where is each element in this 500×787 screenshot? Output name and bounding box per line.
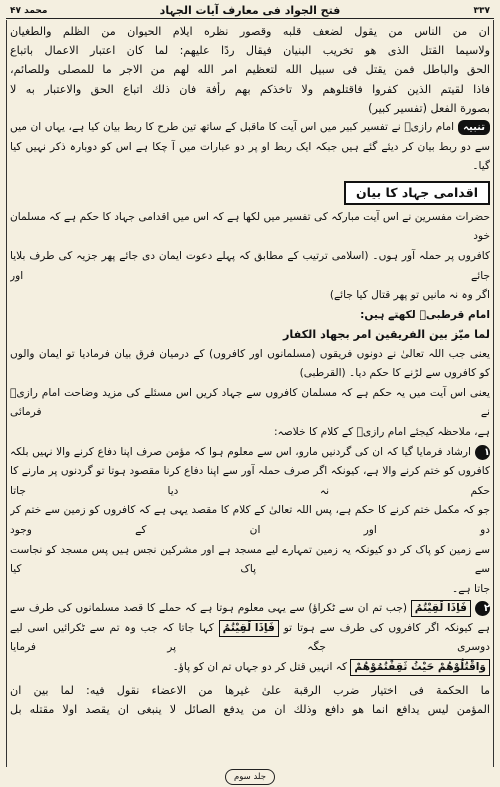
tanbeeh-text: امام رازیؒ نے تفسیر کبیر میں اس آیت کا ماقبل کے ساتھ تین طرح کا ربط بیان کیا ہے، یہاں ان میں xyxy=(10,121,455,134)
arabic-line: فاذا لقيتم الذين كفروا فاقتلوهم ولا تاخذكم بهم رأفة فان ذلك اتباع الحق والاعتبار به لا xyxy=(10,82,490,96)
urdu-line: جاتا ہے۔ xyxy=(452,582,490,595)
arabic-line: بصورة الفعل (تفسير كبير) xyxy=(368,101,490,115)
quran-phrase: فَاِذَا لَقِيْتُمُ xyxy=(219,620,279,637)
urdu-line xyxy=(10,599,490,619)
urdu-fragment: کہا جاتا کہ جب وہ تم سے ٹکرائیں اسی لیے دوسری جگہ پر فرمایا xyxy=(10,621,490,654)
page-number: ۳۳۷ xyxy=(473,6,490,16)
arabic-line: المؤمن ليس يدافع انما هو دافع وذلك ان من يدفع الصائل لا ينبغى ان يقصد اولا مقتله بل xyxy=(10,702,490,716)
urdu-line: اگر وہ نہ مانیں تو پھر قتال کیا جائے) xyxy=(329,289,490,302)
urdu-line: ہے، ملاحظہ کیجئے امام رازیؒ کے کلام کا خلاصہ: xyxy=(273,425,490,438)
tanbeeh-label: تنبیہ xyxy=(458,120,490,135)
urdu-line xyxy=(10,658,490,678)
urdu-line: کو کافروں سے لڑنے کا حکم دیا۔ (القرطبی) xyxy=(299,367,490,380)
quran-phrase: وَاقْتُلُوْهُمْ حَيْثُ ثَقِفْتُمُوْهُمْ xyxy=(350,659,490,676)
urdu-line: کافروں پر حملہ آور ہوں۔ (اسلامی ترتیب کے مطابق کہ پہلے دعوت ایمان دی جائے پھر جزیہ کی طرف بلایا جائے اور xyxy=(10,249,490,282)
urdu-line: سے دو ربط بیان کر دیئے گئے ہیں جبکہ ایک ربط او پر دو عبارات میں آ چکا ہے اس کو دوبارہ ذکر نہیں کیا گیا۔ xyxy=(10,140,490,173)
urdu-line: یعنی جب اللہ تعالیٰ نے دونوں فریقوں (مسلمانوں اور کافروں) کے درمیان فرق بیان فرمادیا تو ایمان والوں xyxy=(10,347,490,360)
urdu-fragment: کہ انہیں قتل کر دو جہاں تم ان کو پاؤ۔ xyxy=(172,661,348,674)
urdu-line xyxy=(10,619,490,658)
chapter-label: محمد ۴۷ xyxy=(10,6,48,16)
page-body xyxy=(10,22,490,765)
page-footer xyxy=(0,764,500,785)
urdu-line: یعنی اس آیت میں یہ حکم ہے کہ مسلمان کافروں سے جہاد کریں اس مسئلے کی مزید وضاحت امام رازیؒ نے فرمائی xyxy=(10,386,490,419)
urdu-line: کافروں کو ختم کرنے والا ہے، کیونکہ اگر صرف حملہ آور سے اپنا دفاع کرنا مقصود ہوتا تو گردنوں پر مارنے کا حکم نہ دیا جاتا xyxy=(10,465,490,497)
page-header xyxy=(6,4,494,19)
arabic-line: ولاسيما القتل الذى هو تخريب البنيان فيقال ردًا عليهم: لما كان اعتبار الاعمال باتباع xyxy=(10,44,490,58)
point-number-1: ۱ xyxy=(475,445,490,460)
urdu-fragment: ہے کیونکہ اگر کافروں کی طرف سے ہوتا تو xyxy=(283,621,490,634)
arabic-line: لما ميّز بين الفريقين امر بجهاد الكفار xyxy=(282,328,490,342)
section-heading-row xyxy=(10,177,490,208)
arabic-line: ان من الناس من يقول لضعف قلبه وقصور نظره ايلام الحيوان من الظلم والطغيان xyxy=(10,25,490,38)
urdu-line: امام قرطبیؒ لکھتے ہیں: xyxy=(360,308,490,321)
volume-label: جلد سوم xyxy=(225,769,275,785)
urdu-line xyxy=(10,118,490,138)
urdu-line: حضرات مفسرین نے اس آیت مبارکہ کی تفسیر میں لکھا ہے کہ اس میں اقدامی جہاد کا حکم ہے کہ مسلمان خود xyxy=(10,210,490,243)
urdu-line xyxy=(10,443,490,463)
urdu-line: جو کہ مکمل ختم کرنے کا حکم ہے، پس اللہ تعالیٰ کے کلام کا مقصد یہی ہے کہ کافروں کو زمین سے ختم کر دو اور ان کے وجود xyxy=(10,504,490,536)
quran-phrase: فَاِذَا لَقِيْتُمُ xyxy=(411,600,471,617)
point-2-text: (جب تم ان سے ٹکراؤ) سے یہی معلوم ہوتا ہے کہ حملے کا قصد مسلمانوں کی طرف سے xyxy=(10,602,408,615)
arabic-line: ما الحكمة فى اختيار ضرب الرقبة علىٰ غيرها من الاعضاء نقول فيه: لما بين ان xyxy=(10,683,490,697)
arabic-line: الحق والباطل فمن يقتل فى سبيل الله لتعظيم امر الله لهم من الاجر ما للمصلى وللصائم، xyxy=(10,63,490,77)
section-heading: اقدامی جہاد کا بیان xyxy=(344,181,490,205)
book-title: فتح الجواد فی معارف آیات الجہاد xyxy=(159,4,341,17)
point-number-2: ۲ xyxy=(475,601,490,616)
urdu-line: سے زمین کو پاک کر دو کیونکہ یہ زمین تمہارے لیے مسجد ہے اور مشرکین نجس ہیں پس مسجد کو نجاست سے پاک کیا xyxy=(10,543,490,576)
point-1-text: ارشاد فرمایا گیا کہ ان کی گردنیں مارو، اس سے معلوم ہوا کہ مؤمن صرف اپنا دفاع کرنے والا نہیں بلکہ xyxy=(10,445,471,458)
